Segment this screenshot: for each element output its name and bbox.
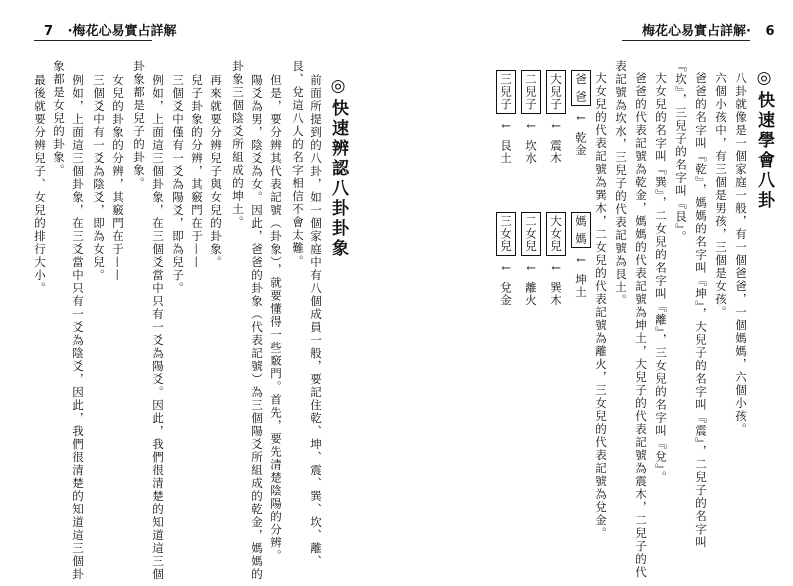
- left-col-4: 陽爻為男，陰爻為女。因此，爸爸的卦象（代表記號）為三個陽爻所組成的乾金，媽媽的: [250, 74, 264, 581]
- right-col-1: 八卦就像是一個家庭一般，有一個爸爸，一個媽媽，六個小孩。: [734, 72, 748, 436]
- right-page-header: [642, 20, 785, 39]
- right-col-3: 爸爸的名字叫『乾』，媽媽的名字叫『坤』，大兒子的名字叫『震』，二兒子的名字叫: [694, 72, 708, 549]
- left-col-5: 卦象三個陰爻所組成的坤土。: [231, 60, 245, 229]
- left-col-1: 前面所提到的八卦，如一個家庭中有八個成員一般，要記住乾、坤、震、巽、坎、離、: [309, 74, 323, 568]
- diagram-eldest-son: [546, 70, 566, 164]
- diagram-mother: [571, 212, 591, 299]
- right-book-title: 梅花心易實占詳解·: [642, 24, 751, 39]
- diagram-father: [571, 70, 591, 157]
- right-section-title: ◎快速學會八卦: [754, 68, 774, 211]
- left-col-10: 卦象都是兒子的卦象。: [132, 60, 146, 190]
- down-arrow-icon: ↓: [574, 255, 588, 266]
- diagram-label-box: 大女兒: [546, 212, 566, 256]
- diagram-second-daughter: [521, 212, 541, 306]
- left-col-6: 再來就要分辨兒子與女兒的卦象。: [209, 74, 223, 269]
- left-section-title: ◎快速辨認八卦卦象: [328, 76, 348, 259]
- left-book-title: ·梅花心易實占詳解: [67, 24, 177, 39]
- down-arrow-icon: ↓: [524, 263, 538, 274]
- left-col-9: 例如，上面這三個卦象，在三個爻當中只有一爻為陽爻。因此，我們很清楚的知道這三個: [151, 74, 165, 581]
- left-page-number: 7: [44, 24, 54, 39]
- down-arrow-icon: ↓: [549, 121, 563, 132]
- down-arrow-icon: ↓: [499, 263, 513, 274]
- right-col-6: 爸爸的代表記號為乾金，媽媽的代表記號為坤土，大兒子的代表記號為震木，二兒子的代: [634, 72, 648, 579]
- diagram-target: 艮土: [499, 139, 513, 165]
- right-col-7: 表記號為坎水，三兒子的代表記號為艮土。: [614, 60, 628, 307]
- right-page-number: 6: [765, 24, 775, 39]
- diagram-third-daughter: [496, 212, 516, 306]
- right-col-5: 大女兒的名字叫『巽』，二女兒的名字叫『離』，三女兒的名字叫『兌』。: [654, 72, 668, 484]
- down-arrow-icon: ↓: [574, 113, 588, 124]
- diagram-second-son: [521, 70, 541, 164]
- left-col-15: 最後就要分辨兒子、女兒的排行大小。: [33, 74, 47, 295]
- diagram-target: 離火: [524, 281, 538, 307]
- right-header-rule: [622, 40, 750, 41]
- diagram-target: 乾金: [574, 131, 588, 157]
- diagram-label-box: 二女兒: [521, 212, 541, 256]
- right-col-4: 『坎』，三兒子的名字叫『艮』。: [674, 60, 688, 244]
- left-col-14: 象都是女兒的卦象。: [52, 60, 66, 177]
- left-col-8: 三個爻中僅有一爻為陽爻，即為兒子。: [171, 74, 185, 295]
- left-header-rule: [34, 40, 152, 41]
- left-col-3: 但是，要分辨其代表記號（卦象），就要懂得一些竅門。首先，要先清楚陰陽的分辨。: [269, 74, 283, 563]
- diagram-target: 巽木: [549, 281, 563, 307]
- left-col-11: 女兒的卦象的分辨，其竅門在于——: [111, 74, 125, 282]
- left-page-header: [34, 20, 177, 39]
- diagram-target: 兌金: [499, 281, 513, 307]
- left-col-13: 例如，上面這三個卦象，在三爻當中只有一爻為陰爻，因此，我們很清楚的知道這三個卦: [71, 74, 85, 581]
- diagram-label-box: 媽 媽: [571, 212, 591, 248]
- left-col-2: 艮、兌這八人的名字相信不會太難。: [291, 60, 305, 268]
- diagram-eldest-daughter: [546, 212, 566, 306]
- down-arrow-icon: ↓: [499, 121, 513, 132]
- diagram-target: 坤土: [574, 273, 588, 299]
- diagram-target: 震木: [549, 139, 563, 165]
- down-arrow-icon: ↓: [549, 263, 563, 274]
- diagram-label-box: 大兒子: [546, 70, 566, 114]
- left-col-12: 三個爻中有一爻為陰爻，即為女兒。: [92, 74, 106, 282]
- diagram-third-son: [496, 70, 516, 164]
- diagram-label-box: 三女兒: [496, 212, 516, 256]
- diagram-target: 坎水: [524, 139, 538, 165]
- diagram-label-box: 二兒子: [521, 70, 541, 114]
- right-col-8: 大女兒的代表記號為巽木，二女兒的代表記號為離火，三女兒的代表記號為兌金。: [594, 72, 608, 540]
- down-arrow-icon: ↓: [524, 121, 538, 132]
- diagram-label-box: 爸 爸: [571, 70, 591, 106]
- right-col-2: 六個小孩中，有三個是男孩，三個是女孩。: [714, 72, 728, 319]
- left-col-7: 兒子卦象的分辨，其竅門在于——: [190, 74, 204, 269]
- diagram-label-box: 三兒子: [496, 70, 516, 114]
